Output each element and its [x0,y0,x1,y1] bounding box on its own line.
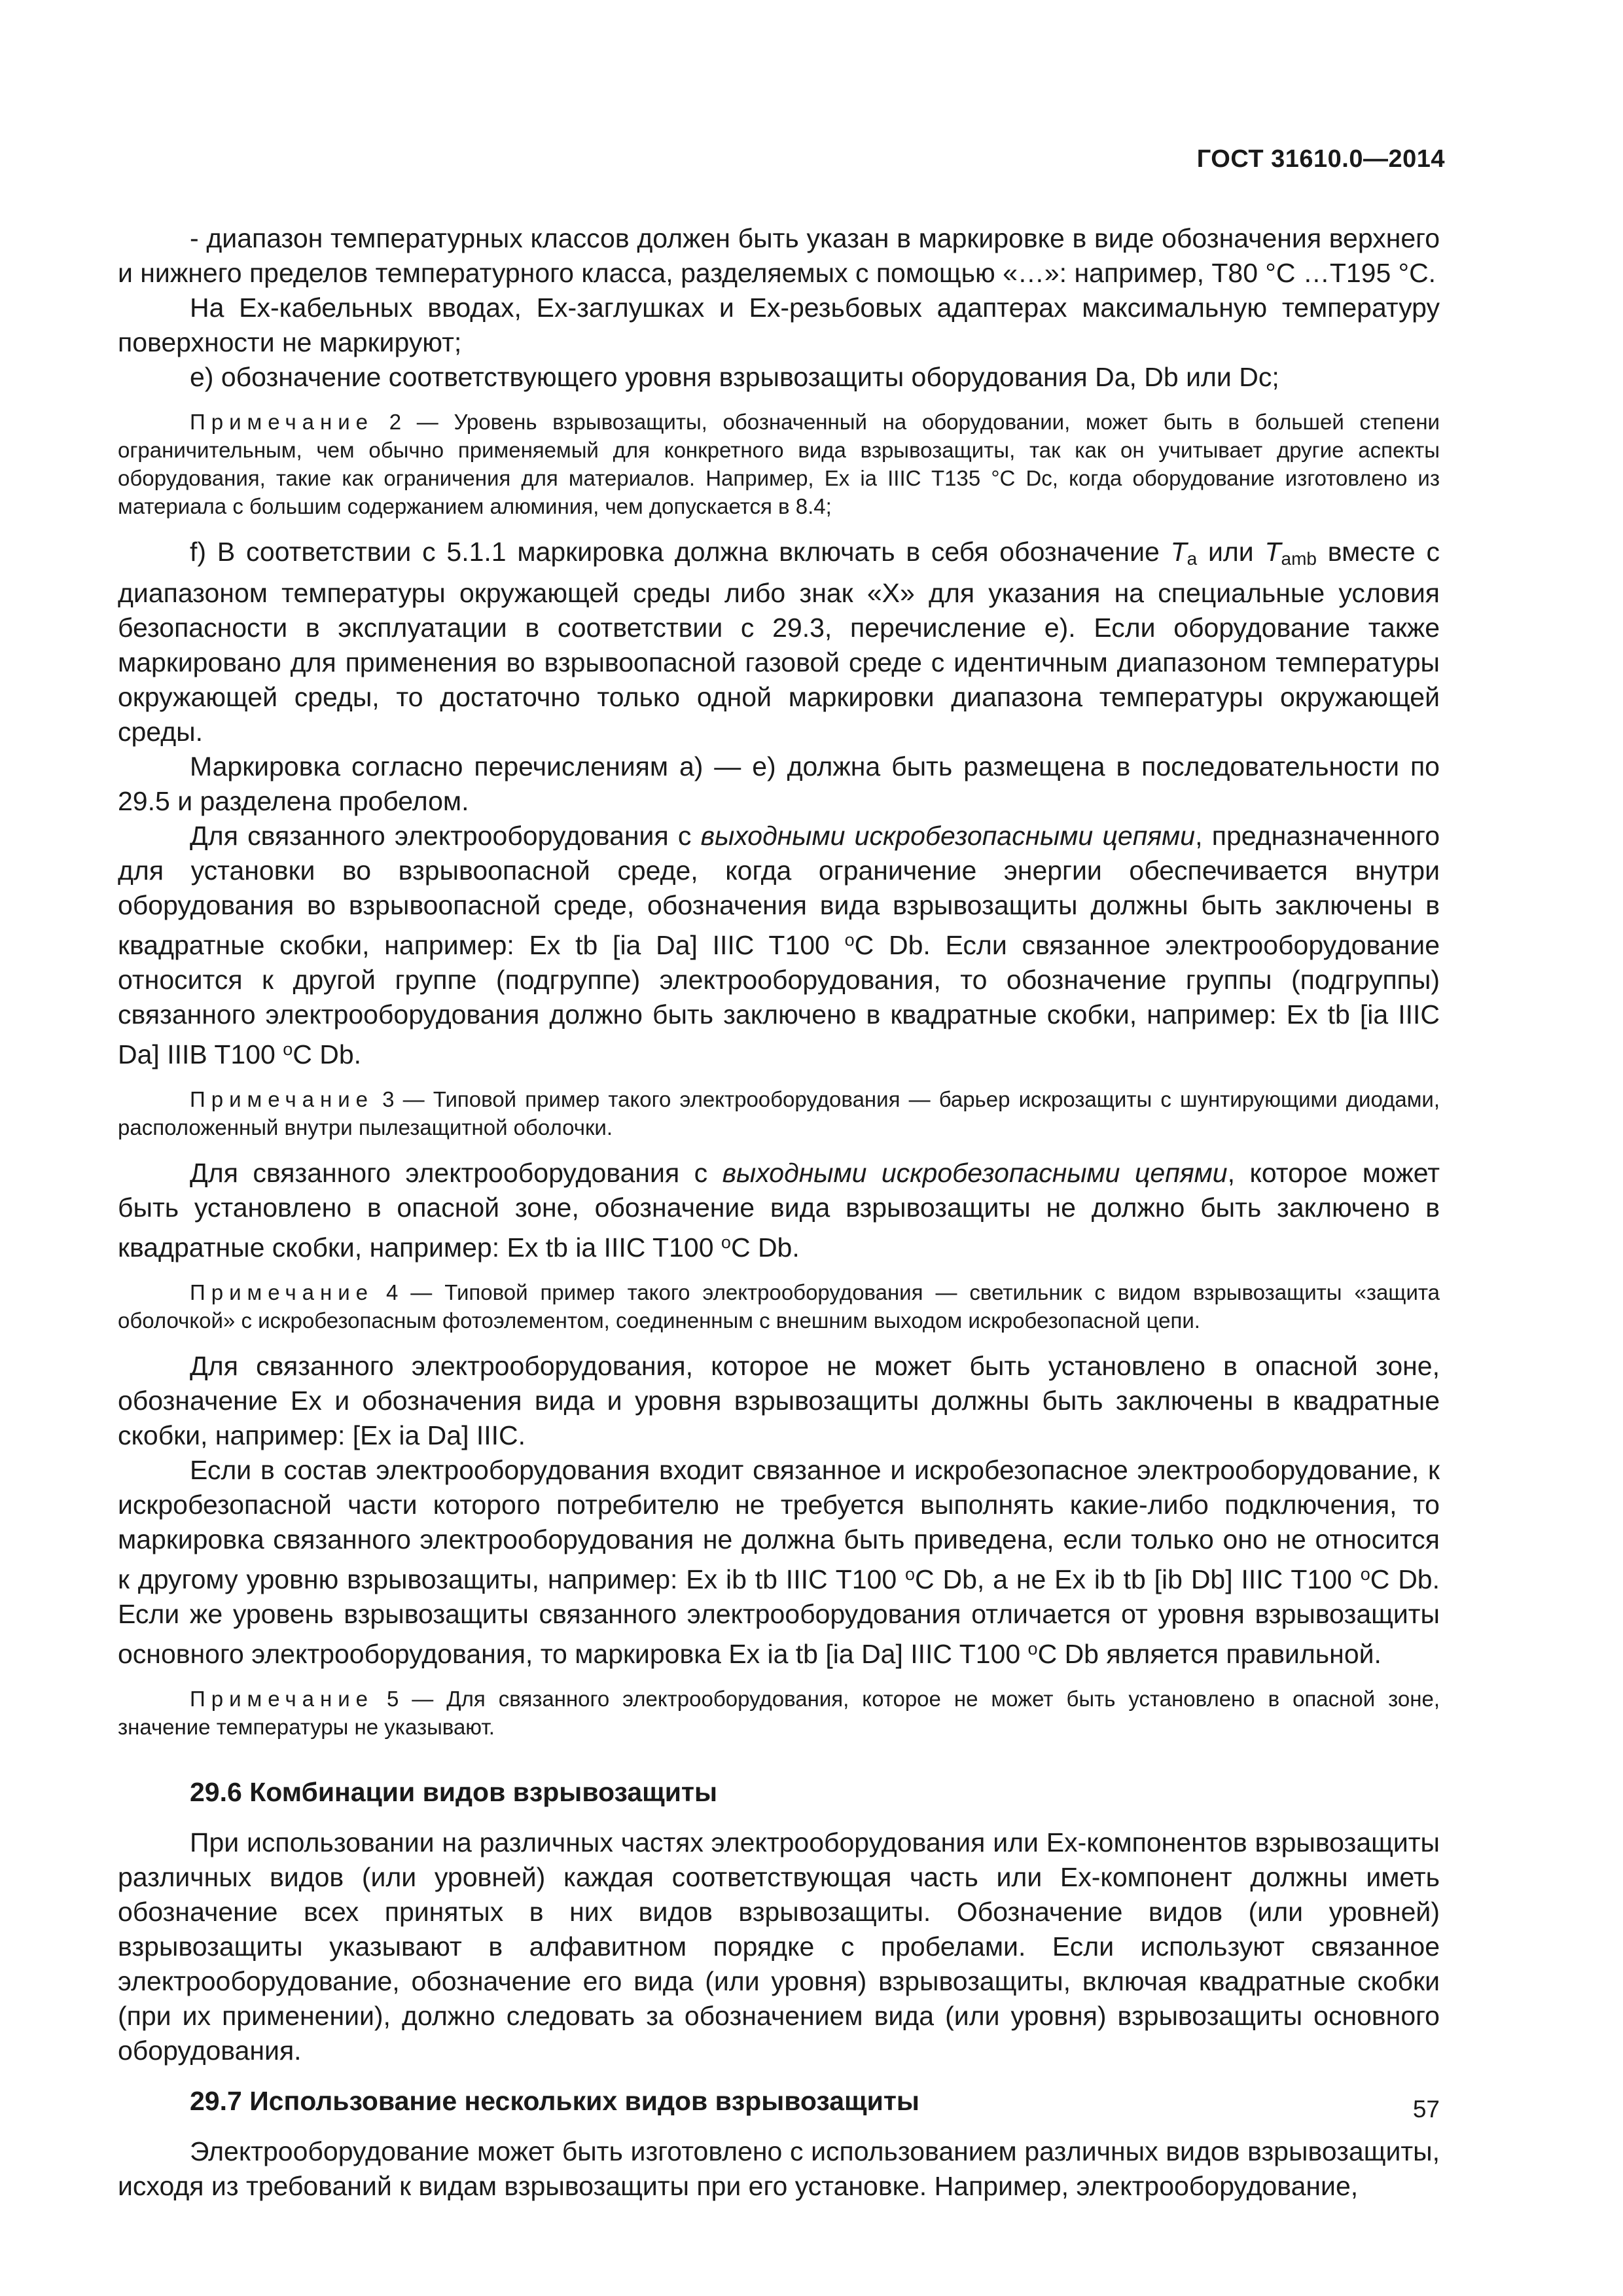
degree-sign: o [905,1564,916,1584]
symbol-t: T [1170,537,1187,567]
page-content [118,221,1440,2204]
subscript: amb [1281,548,1317,569]
paragraph-item-e: е) обозначение соответствующего уровня взрывозащиты оборудования Da, Db или Dc; [190,362,1279,392]
italic-term: выходными искробезопасными цепями [700,821,1196,851]
paragraph-combinations: При использовании на различных частях электрооборудования или Ex-компонентов взрывозащиты различных видов (или уровней) каждая соответствующая часть или Ex-компонент должны иметь обозначение всех принятых в них видов взрывозащиты. Обозначение видов (или уровней) взрывозащиты указывают в алфавитном порядке с пробелами. Если используют связанное электрооборудование, обозначение его вида (или уровня) взрывозащиты, включая квадратные скобки (при их применении), должно следовать за обозначением вида (или уровня) взрывозащиты основного оборудования. [118,1827,1440,2066]
symbol-t-a [1171,537,1187,567]
text-run: Для связанного электрооборудования с [190,1158,722,1188]
paragraph-hazardous-zone [118,1156,1440,1265]
note-text: 4 — Типовой пример такого электрооборудования — светильник с видом взрывозащиты «защита оболочкой» с искробезопасным фотоэлементом, соединенным с внешним выходом искробезопасной цепи. [118,1280,1440,1333]
paragraph-associated-equipment [118,819,1440,1072]
paragraph-item-f [118,535,1440,749]
text-run: C Db. [293,1039,362,1069]
text-run: C Db. [730,1232,800,1263]
degree-sign: o [283,1039,293,1059]
text-run: , предназначенного для установки во взрывоопасной среде, когда ограничение энергии обеспечивается внутри оборудования во взрывоопасной среде, обозначения вида взрывозащиты должны быть заключены в квадратные скобки, например: Ex tb [ia Da] IIIC T100 [118,821,1440,960]
italic-term: выходными искробезопасными цепями [722,1158,1228,1188]
note-label: Примечание [190,1687,374,1711]
paragraph-non-hazardous-zone: Для связанного электрооборудования, которое не может быть установлено в опасной зоне, обозначение Ex и обозначения вида и уровня взрывозащиты должны быть заключены в квадратные скобки, например: [Ex ia Da] IIIC. [118,1351,1440,1450]
note-text: 5 — Для связанного электрооборудования, которое не может быть установлено в опасной зоне, значение температуры не указывают. [118,1687,1440,1739]
document-header: ГОСТ 31610.0—2014 [1196,145,1445,173]
note-label: Примечание [190,1280,374,1304]
paragraph-combined-equipment [118,1453,1440,1672]
paragraph-temperature-range: - диапазон температурных классов должен быть указан в маркировке в виде обозначения верхнего и нижнего пределов температурного класса, разделяемых с помощью «…»: например, Т80 °C …Т195 °C. [118,223,1440,288]
section-heading-29-7: 29.7 Использование нескольких видов взрывозащиты [190,2086,919,2116]
note-4 [118,1278,1440,1335]
section-heading-29-6: 29.6 Комбинации видов взрывозащиты [190,1777,718,1807]
note-text: 2 — Уровень взрывозащиты, обозначенный на оборудовании, может быть в большей степени ограничительным, чем обычно применяемый для конкретного вида взрывозащиты, так как он учитывает другие аспекты оборудования, такие как ограничения для материалов. Например, Ex ia IIIC T135 °C Dc, когда оборудование изготовлено из материала с большим содержанием алюминия, чем допускается в 8.4; [118,410,1440,518]
text-run: вместе с диапазоном температуры окружающей среды либо знак «X» для указания на специальные условия безопасности в эксплуатации в соответствии с 29.3, перечисление е). Если оборудование также маркировано для применения во взрывоопасной газовой среде с идентичным диапазоном температуры окружающей среды, то достаточно только одной маркировки диапазона температуры окружающей среды. [118,537,1440,747]
note-label: Примечание [190,1087,374,1111]
degree-sign: o [721,1232,731,1252]
note-5 [118,1685,1440,1741]
text-run: C Db. Если связанное электрооборудование относится к другой группе (подгруппе) электрооборудования, то обозначение группы (подгруппы) связанного электрооборудования должно быть заключено в квадратные скобки, например: Ex tb [ia IIIC Da] IIIB T100 [118,930,1440,1069]
text-run: или [1197,537,1265,567]
degree-sign: o [844,930,855,950]
symbol-t-amb [1264,537,1281,567]
text-run: Для связанного электрооборудования с [190,821,701,851]
paragraph-marking-order: Маркировка согласно перечислениям а) — е) должна быть размещена в последовательности по 29.5 и разделена пробелом. [118,751,1440,816]
page-number: 57 [1412,2096,1440,2123]
text-run: C Db, а не Ex ib tb [ib Db] IIIC T100 [915,1564,1361,1594]
note-label: Примечание [190,410,374,434]
text-run: C Db является правильной. [1037,1639,1382,1669]
degree-sign: o [1360,1564,1370,1584]
paragraph-cable-entries: На Ex-кабельных вводах, Ex-заглушках и Ex-резьбовых адаптерах максимальную температуру поверхности не маркируют; [118,293,1440,357]
text-run: f) В соответствии с 5.1.1 маркировка должна включать в себя обозначение [190,537,1171,567]
text-run: C Db. Если же уровень взрывозащиты связанного электрооборудования отличается от уровня взрывозащиты основного электрооборудования, то маркировка Ex ia tb [ia Da] IIIC T100 [118,1564,1440,1669]
text-run: , которое может быть установлено в опасной зоне, обозначение вида взрывозащиты не должно быть заключено в квадратные скобки, например: Ex tb ia IIIC T100 [118,1158,1440,1263]
text-run: Если в состав электрооборудования входит связанное и искробезопасное электрооборудование, к искробезопасной части которого потребителю не требуется выполнять какие-либо подключения, то маркировка связанного электрооборудования не должна быть приведена, если только оно не относится к другому уровню взрывозащиты, например: Ex ib tb IIIC T100 [118,1455,1440,1594]
note-text: 3 — Типовой пример такого электрооборудования — барьер искрозащиты с шунтирующими диодами, расположенный внутри пылезащитной оболочки. [118,1087,1440,1139]
subscript: a [1186,548,1198,569]
symbol-t: T [1264,537,1281,567]
note-2 [118,408,1440,520]
degree-sign: o [1027,1639,1038,1659]
note-3 [118,1085,1440,1141]
paragraph-multiple-types: Электрооборудование может быть изготовлено с использованием различных видов взрывозащиты, исходя из требований к видам взрывозащиты при его установке. Например, электрооборудование, [118,2136,1440,2201]
